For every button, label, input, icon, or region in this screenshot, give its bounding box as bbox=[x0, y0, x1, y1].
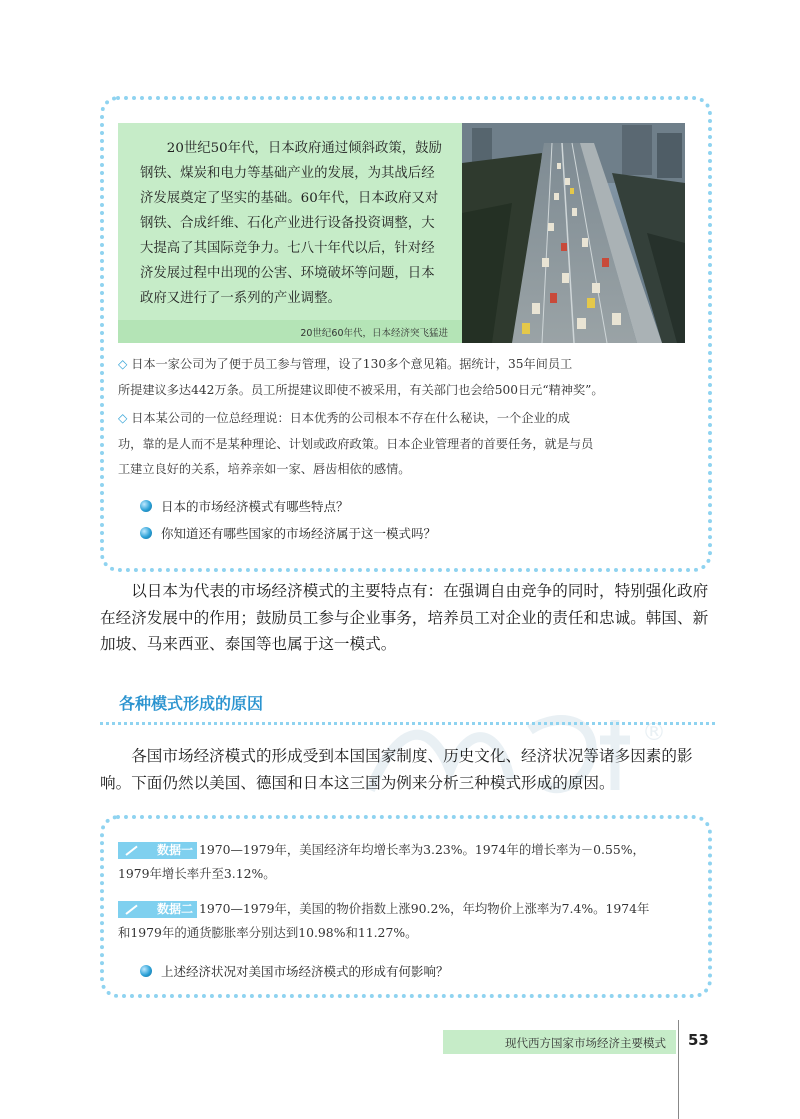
main-paragraph-line-1: 以日本为代表的市场经济模式的主要特点有：在强调自由竞争的同时，特别强化政府 bbox=[131, 582, 709, 600]
question-3 bbox=[140, 962, 449, 980]
main-paragraph bbox=[100, 578, 712, 658]
photo-caption: 20世纪60年代，日本经济突飞猛进 bbox=[300, 328, 448, 339]
material-2-line-1: 日本某公司的一位总经理说：日本优秀的公司根本不存在什么秘诀，一个企业的成 bbox=[131, 411, 570, 425]
section-paragraph-line-1: 各国市场经济模式的形成受到本国国家制度、历史文化、经济状况等诸多因素的影 bbox=[131, 747, 693, 765]
material-2-line-3: 工建立良好的关系，培养亲如一家、唇齿相依的感情。 bbox=[118, 462, 411, 476]
question-bullet-icon bbox=[140, 527, 152, 539]
question-2-text: 你知道还有哪些国家的市场经济属于这一模式吗？ bbox=[161, 526, 437, 541]
material-2-line-2: 功，靠的是人而不是某种理论、计划或政府政策。日本企业管理者的首要任务，就是与员 bbox=[118, 436, 594, 451]
chapter-footer-bar bbox=[443, 1030, 676, 1054]
question-bullet-icon bbox=[140, 965, 152, 977]
data-1-line-1: 1970—1979年，美国经济年均增长率为3.23%。1974年的增长率为－0.55%， bbox=[199, 842, 645, 857]
question-bullet-icon bbox=[140, 500, 152, 512]
section-paragraph-line-2: 响。下面仍然以美国、德国和日本这三国为例来分析三种模式形成的原因。 bbox=[100, 773, 615, 792]
data-1-tag: 数据一 bbox=[118, 842, 197, 859]
diamond-icon: ◇ bbox=[118, 411, 128, 425]
highway-traffic-photo bbox=[462, 123, 685, 343]
data-1-line-2: 1979年增长率升至3.12%。 bbox=[118, 866, 276, 881]
main-paragraph-line-3: 加坡、马来西亚、泰国等也属于这一模式。 bbox=[100, 635, 397, 653]
material-1 bbox=[118, 352, 698, 403]
data-1 bbox=[118, 838, 703, 886]
section-divider bbox=[100, 722, 715, 725]
green-panel-paragraph: 20世纪50年代，日本政府通过倾斜政策，鼓励钢铁、煤炭和电力等基础产业的发展，为其战后经济发展奠定了坚实的基础。60年代，日本政府又对钢铁、合成纤维、石化产业进行设备投资调整，大大提高了其国际竞争力。七八十年代以后，针对经济发展过程中出现的公害、环境破坏等问题，日本政府又进行了一系列的产业调整。 bbox=[140, 141, 442, 306]
question-1 bbox=[140, 497, 349, 515]
section-paragraph bbox=[100, 743, 712, 796]
material-2 bbox=[118, 406, 698, 483]
data-2-tag: 数据二 bbox=[118, 901, 197, 918]
registered-mark: ® bbox=[642, 718, 666, 746]
material-1-line-1: 日本一家公司为了便于员工参与管理，设了130多个意见箱。据统计，35年间员工 bbox=[131, 357, 573, 371]
data-2-line-1: 1970—1979年，美国的物价指数上涨90.2%，年均物价上涨率为7.4%。1974年 bbox=[199, 901, 650, 916]
question-3-text: 上述经济状况对美国市场经济模式的形成有何影响？ bbox=[161, 964, 449, 979]
footer-divider bbox=[678, 1020, 679, 1119]
diamond-icon: ◇ bbox=[118, 357, 128, 371]
question-2 bbox=[140, 524, 436, 542]
chapter-title: 现代西方国家市场经济主要模式 bbox=[505, 1036, 666, 1050]
main-paragraph-line-2: 在经济发展中的作用；鼓励员工参与企业事务，培养员工对企业的责任和忠诚。韩国、新 bbox=[100, 608, 709, 627]
material-1-line-2: 所提建议多达442万条。员工所提建议即使不被采用，有关部门也会给500日元“精神奖”。 bbox=[118, 382, 604, 397]
question-1-text: 日本的市场经济模式有哪些特点？ bbox=[161, 499, 349, 514]
section-title: 各种模式形成的原因 bbox=[119, 694, 264, 713]
photo-caption-bar bbox=[118, 320, 462, 343]
page-number: 53 bbox=[688, 1031, 709, 1049]
data-2-line-2: 和1979年的通货膨胀率分别达到10.98%和11.27%。 bbox=[118, 925, 418, 940]
data-2 bbox=[118, 897, 703, 945]
